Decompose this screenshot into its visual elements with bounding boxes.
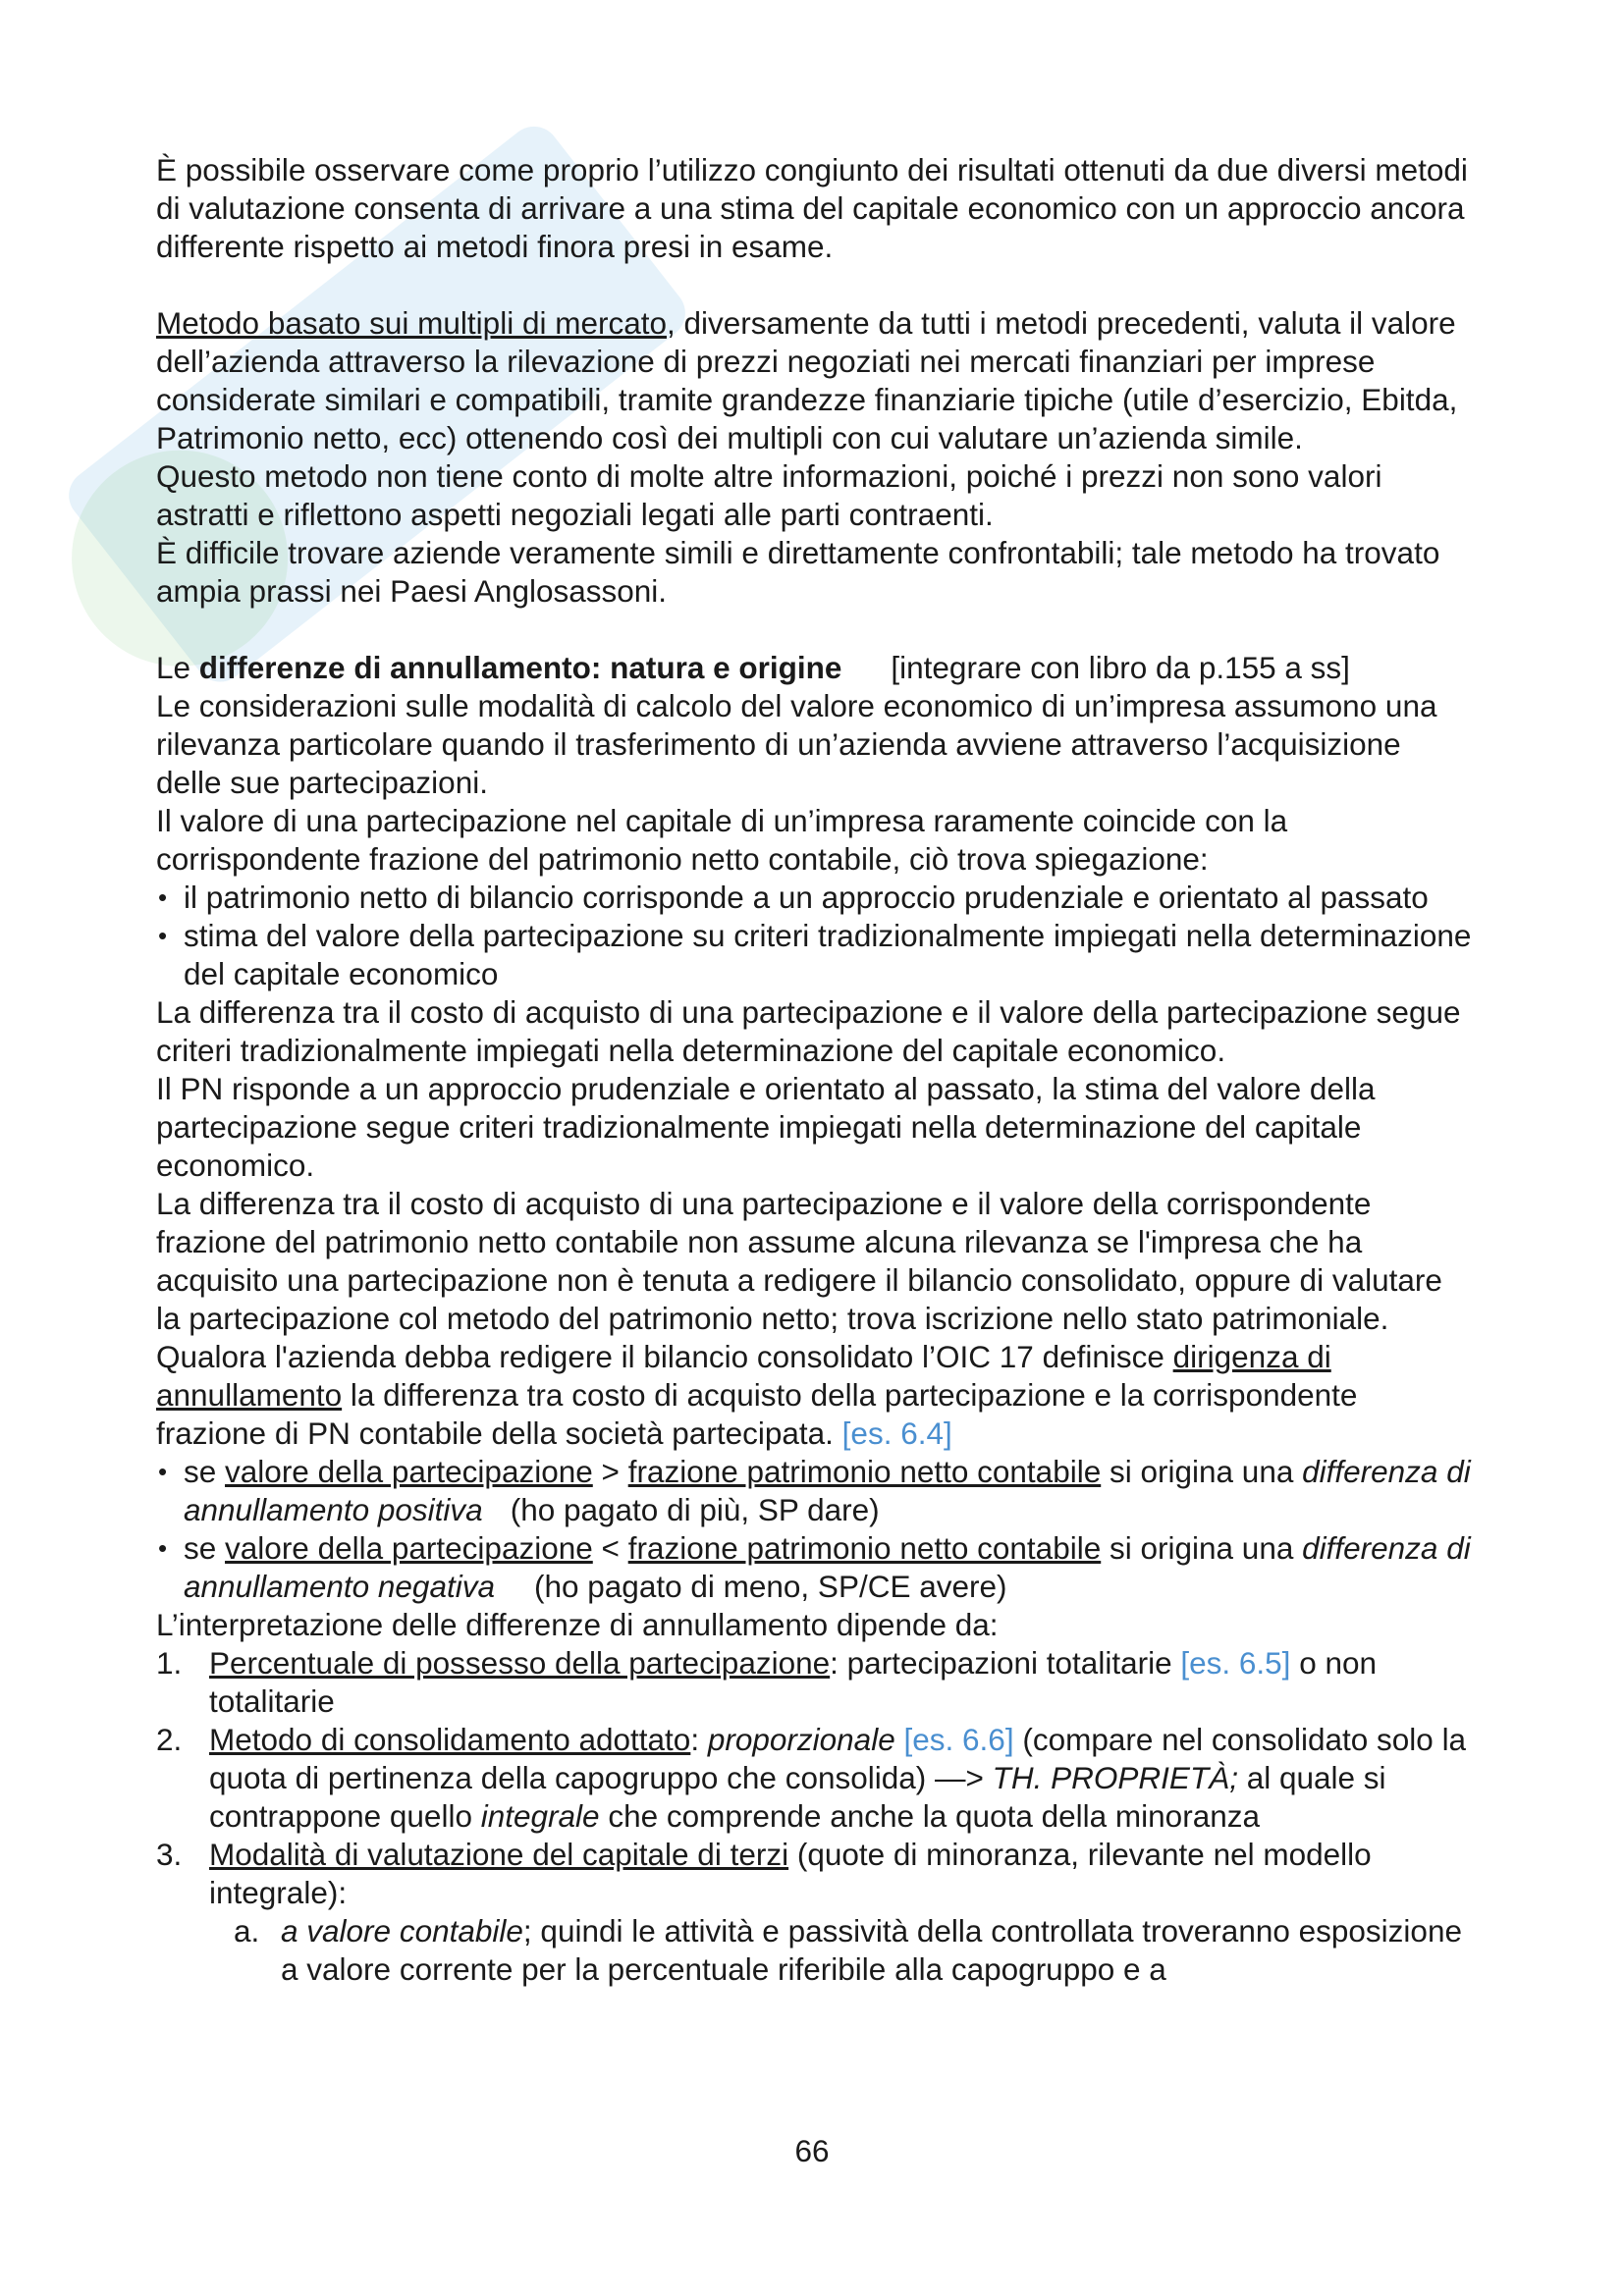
page-number: 66 [794, 2133, 830, 2168]
page-body [156, 151, 1472, 1989]
paragraph-anglosassoni: È difficile trovare aziende veramente simili e direttamente confrontabili; tale metodo ha trovato ampia prassi nei Paesi Anglosassoni. [156, 535, 1440, 609]
paragraph-pn: Il PN risponde a un approccio prudenziale e orientato al passato, la stima del valore della partecipazione segue criteri tradizionalmente impiegati nella determinazione del capitale economico. [156, 1071, 1376, 1183]
list-item: • se valore della partecipazione > frazione patrimonio netto contabile si origina una differenza di annullamento positiva (ho pagato di più, SP dare) [156, 1453, 1472, 1529]
paragraph-differenza-2: La differenza tra il costo di acquisto di una partecipazione e il valore della corrispondente frazione del patrimonio netto contabile non assume alcuna rilevanza se l'impresa che ha acquisito una partecipazione non è tenuta a redigere il bilancio consolidato, oppure di valutare la partecipazione col metodo del patrimonio netto; trova iscrizione nello stato patrimoniale. [156, 1186, 1442, 1336]
paragraph-multipli: Metodo basato sui multipli di mercato, diversamente da tutti i metodi precedenti, valuta il valore dell’azienda attraverso la rilevazione di prezzi negoziati nei mercati finanziari per imprese considerate similari e compatibili, tramite grandezze finanziarie tipiche (utile d’esercizio, Ebitda, Patrimonio netto, ecc) ottenendo così dei multipli con cui valutare un’azienda simile. [156, 305, 1458, 455]
list-item: 2. Metodo di consolidamento adottato: proporzionale [es. 6.6] (compare nel consolidato solo la quota di pertinenza della capogruppo che consolida) —> TH. PROPRIETÀ; al quale si contrappone quello integrale che comprende anche la quota della minoranza [156, 1722, 1467, 1834]
paragraph-oic17: Qualora l'azienda debba redigere il bilancio consolidato l’OIC 17 definisce dirigenza di annullamento la differenza tra costo di acquisto della partecipazione e la corrispondente frazione di PN contabile della società partecipata. [es. 6.4] [156, 1339, 1358, 1451]
list-item: a. a valore contabile; quindi le attività e passività della controllata troveranno esposizione a valore corrente per la percentuale riferibile alla capogruppo e a [234, 1913, 1462, 1987]
exercise-ref: [es. 6.5] [1180, 1645, 1291, 1681]
list-item: 1. Percentuale di possesso della partecipazione: partecipazioni totalitarie [es. 6.5] o non totalitarie [156, 1645, 1378, 1719]
heading-note: [integrare con libro da p.155 a ss] [891, 650, 1350, 685]
section-heading: Le differenze di annullamento: natura e origine [integrare con libro da p.155 a ss] [156, 650, 1350, 685]
term-metodo-multipli: Metodo basato sui multipli di mercato [156, 305, 667, 341]
paragraph-limits: Questo metodo non tiene conto di molte altre informazioni, poiché i prezzi non sono valori astratti e riflettono aspetti negoziali legati alle parti contraenti. [156, 458, 1382, 532]
paragraph-intro: È possibile osservare come proprio l’utilizzo congiunto dei risultati ottenuti da due diversi metodi di valutazione consenta di arrivare a una stima del capitale economico con un approccio ancora differente rispetto ai metodi finora presi in esame. [156, 152, 1468, 264]
exercise-ref: [es. 6.4] [841, 1415, 952, 1451]
paragraph-interpretazione: L’interpretazione delle differenze di annullamento dipende da: [156, 1607, 999, 1642]
sub-list [234, 1912, 1472, 1989]
list-item: • il patrimonio netto di bilancio corrisponde a un approccio prudenziale e orientato al passato [156, 879, 1472, 917]
paragraph-valore-partecipazione: Il valore di una partecipazione nel capitale di un’impresa raramente coincide con la corrispondente frazione del patrimonio netto contabile, ciò trova spiegazione: [156, 803, 1288, 877]
list-item: • stima del valore della partecipazione su criteri tradizionalmente impiegati nella determinazione del capitale economico [156, 917, 1472, 993]
paragraph-differenza-1: La differenza tra il costo di acquisto di una partecipazione e il valore della partecipazione segue criteri tradizionalmente impiegati nella determinazione del capitale economico. [156, 994, 1461, 1068]
numbered-list [156, 1644, 1472, 1989]
list-item: 3. Modalità di valutazione del capitale di terzi (quote di minoranza, rilevante nel modello integrale): a. a valore contabile; quindi le attività e passività della controllata troveranno esposizione a valore corrente per la percentuale riferibile alla capogruppo e a [156, 1836, 1472, 1989]
bullet-list-explanations [156, 879, 1472, 993]
paragraph-considerazioni: Le considerazioni sulle modalità di calcolo del valore economico di un’impresa assumono una rilevanza particolare quando il trasferimento di un’azienda avviene attraverso l’acquisizione delle sue partecipazioni. [156, 688, 1437, 800]
term-dirigenza: dirigenza di annullamento [156, 1339, 1331, 1413]
list-item: • se valore della partecipazione < frazione patrimonio netto contabile si origina una differenza di annullamento negativa (ho pagato di meno, SP/CE avere) [156, 1529, 1472, 1606]
bullet-list-differenze [156, 1453, 1472, 1606]
exercise-ref: [es. 6.6] [903, 1722, 1014, 1757]
